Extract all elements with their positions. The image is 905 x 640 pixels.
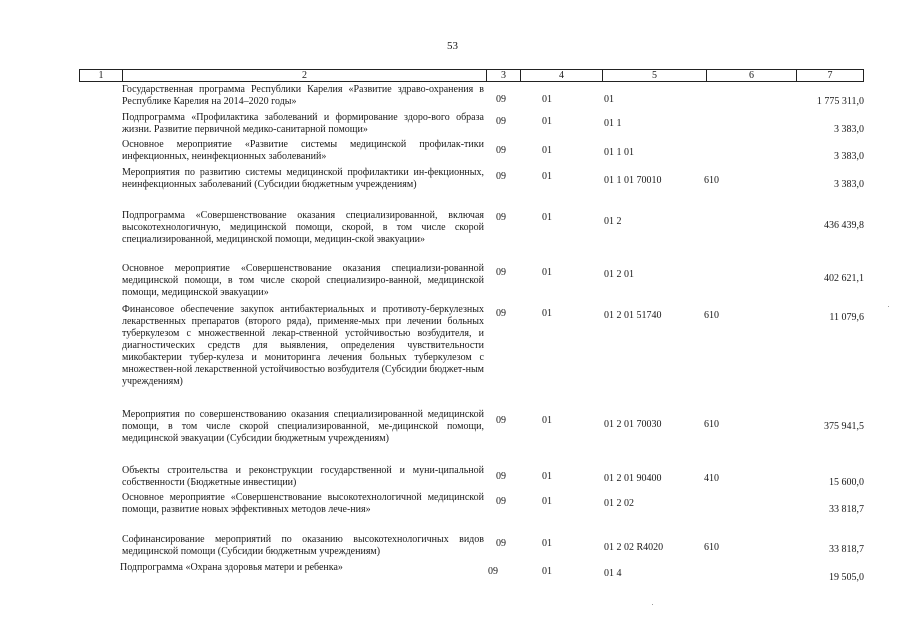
row-subsection: 01 — [542, 116, 552, 127]
row-name: Финансовое обеспечение закупок антибактериальных и противоту-беркулезных лекарственных препаратов (второго ряда), применяе-мых при лечении больных туберкулезом с множественной лекар-ственной устойчивостью возбудителя, и диагностических средств для выявления, определения чувствительности микобактерии тубер-кулеза и мониторинга лечения больных туберкулезом с множествен-ной лекарственной устойчивостью возбудителя (Субсидии бюджет-ным учреждениям) — [122, 304, 484, 387]
row-expense-type: 610 — [704, 310, 719, 321]
row-amount: 402 621,1 — [824, 273, 864, 284]
header-col-3: 3 — [487, 70, 521, 81]
row-target-article: 01 1 01 70010 — [604, 175, 662, 186]
row-target-article: 01 2 01 90400 — [604, 473, 662, 484]
row-name: Мероприятия по совершенствованию оказания специализированной медицинской помощи, в том числе скорой специализированной, ме-дицинской помощи, медицинской эвакуации (Субсидии бюджетным учреждениям) — [122, 409, 484, 444]
scan-speck — [888, 306, 889, 307]
row-name: Софинансирование мероприятий по оказанию высокотехнологичных видов медицинской помощи (Субсидии бюджетным учреждениям) — [122, 534, 484, 557]
row-amount: 15 600,0 — [829, 477, 864, 488]
page-number: 53 — [447, 40, 458, 52]
row-target-article: 01 2 02 R4020 — [604, 542, 664, 553]
row-name: Основное мероприятие «Совершенствование высокотехнологичной медицинской помощи, развитие новых эффективных методов лече-ния» — [122, 492, 484, 515]
header-col-6: 6 — [707, 70, 797, 81]
row-name: Мероприятия по развитию системы медицинской профилактики ин-фекционных, неинфекционных заболеваний (Субсидии бюджетным учреждениям) — [122, 167, 484, 190]
row-amount: 3 383,0 — [834, 124, 864, 135]
row-section: 09 — [488, 566, 498, 577]
row-name: Основное мероприятие «Совершенствование оказания специализи-рованной медицинской помощи, в том числе скорой специализиро-ванной, медицинской помощи, медицинской эвакуации» — [122, 263, 484, 298]
row-section: 09 — [496, 171, 506, 182]
row-subsection: 01 — [542, 471, 552, 482]
row-subsection: 01 — [542, 538, 552, 549]
row-target-article: 01 2 01 70030 — [604, 419, 662, 430]
row-target-article: 01 2 01 — [604, 269, 634, 280]
row-subsection: 01 — [542, 566, 552, 577]
row-subsection: 01 — [542, 308, 552, 319]
header-col-5: 5 — [603, 70, 707, 81]
row-expense-type: 610 — [704, 175, 719, 186]
row-target-article: 01 2 01 51740 — [604, 310, 662, 321]
row-target-article: 01 1 — [604, 118, 622, 129]
row-amount: 33 818,7 — [829, 504, 864, 515]
row-amount: 375 941,5 — [824, 421, 864, 432]
row-section: 09 — [496, 308, 506, 319]
row-target-article: 01 1 01 — [604, 147, 634, 158]
row-subsection: 01 — [542, 212, 552, 223]
row-name: Государственная программа Республики Карелия «Развитие здраво-охранения в Республике Карелия на 2014–2020 годы» — [122, 84, 484, 107]
row-section: 09 — [496, 415, 506, 426]
row-name: Основное мероприятие «Развитие системы медицинской профилак-тики инфекционных, неинфекционных заболеваний» — [122, 139, 484, 162]
row-target-article: 01 2 — [604, 216, 622, 227]
row-amount: 1 775 311,0 — [816, 96, 864, 107]
row-section: 09 — [496, 212, 506, 223]
header-col-1: 1 — [80, 70, 123, 81]
row-target-article: 01 4 — [604, 568, 622, 579]
scan-speck — [652, 604, 653, 605]
row-subsection: 01 — [542, 415, 552, 426]
row-section: 09 — [496, 471, 506, 482]
row-amount: 33 818,7 — [829, 544, 864, 555]
row-name: Подпрограмма «Совершенствование оказания специализированной, включая высокотехнологичную, медицинской помощи, скорой, в том числе скорой специализированной, медицинской помощи, медицин-ской эвакуации» — [122, 210, 484, 245]
row-subsection: 01 — [542, 145, 552, 156]
row-amount: 436 439,8 — [824, 220, 864, 231]
header-col-4: 4 — [521, 70, 603, 81]
row-subsection: 01 — [542, 94, 552, 105]
row-section: 09 — [496, 496, 506, 507]
row-section: 09 — [496, 116, 506, 127]
row-section: 09 — [496, 94, 506, 105]
row-name: Подпрограмма «Профилактика заболеваний и формирование здоро-вого образа жизни. Развитие первичной медико-санитарной помощи» — [122, 112, 484, 135]
row-section: 09 — [496, 538, 506, 549]
row-section: 09 — [496, 267, 506, 278]
row-section: 09 — [496, 145, 506, 156]
header-col-2: 2 — [123, 70, 487, 81]
table-header-row — [79, 69, 864, 82]
row-subsection: 01 — [542, 267, 552, 278]
row-amount: 3 383,0 — [834, 151, 864, 162]
row-name: Подпрограмма «Охрана здоровья матери и ребенка» — [120, 562, 343, 573]
row-subsection: 01 — [542, 171, 552, 182]
header-col-7: 7 — [827, 70, 833, 81]
row-subsection: 01 — [542, 496, 552, 507]
row-amount: 19 505,0 — [829, 572, 864, 583]
row-expense-type: 610 — [704, 542, 719, 553]
row-expense-type: 410 — [704, 473, 719, 484]
row-amount: 11 079,6 — [829, 312, 864, 323]
row-amount: 3 383,0 — [834, 179, 864, 190]
row-target-article: 01 2 02 — [604, 498, 634, 509]
row-expense-type: 610 — [704, 419, 719, 430]
row-target-article: 01 — [604, 94, 614, 105]
row-name: Объекты строительства и реконструкции государственной и муни-ципальной собственности (Бюджетные инвестиции) — [122, 465, 484, 488]
